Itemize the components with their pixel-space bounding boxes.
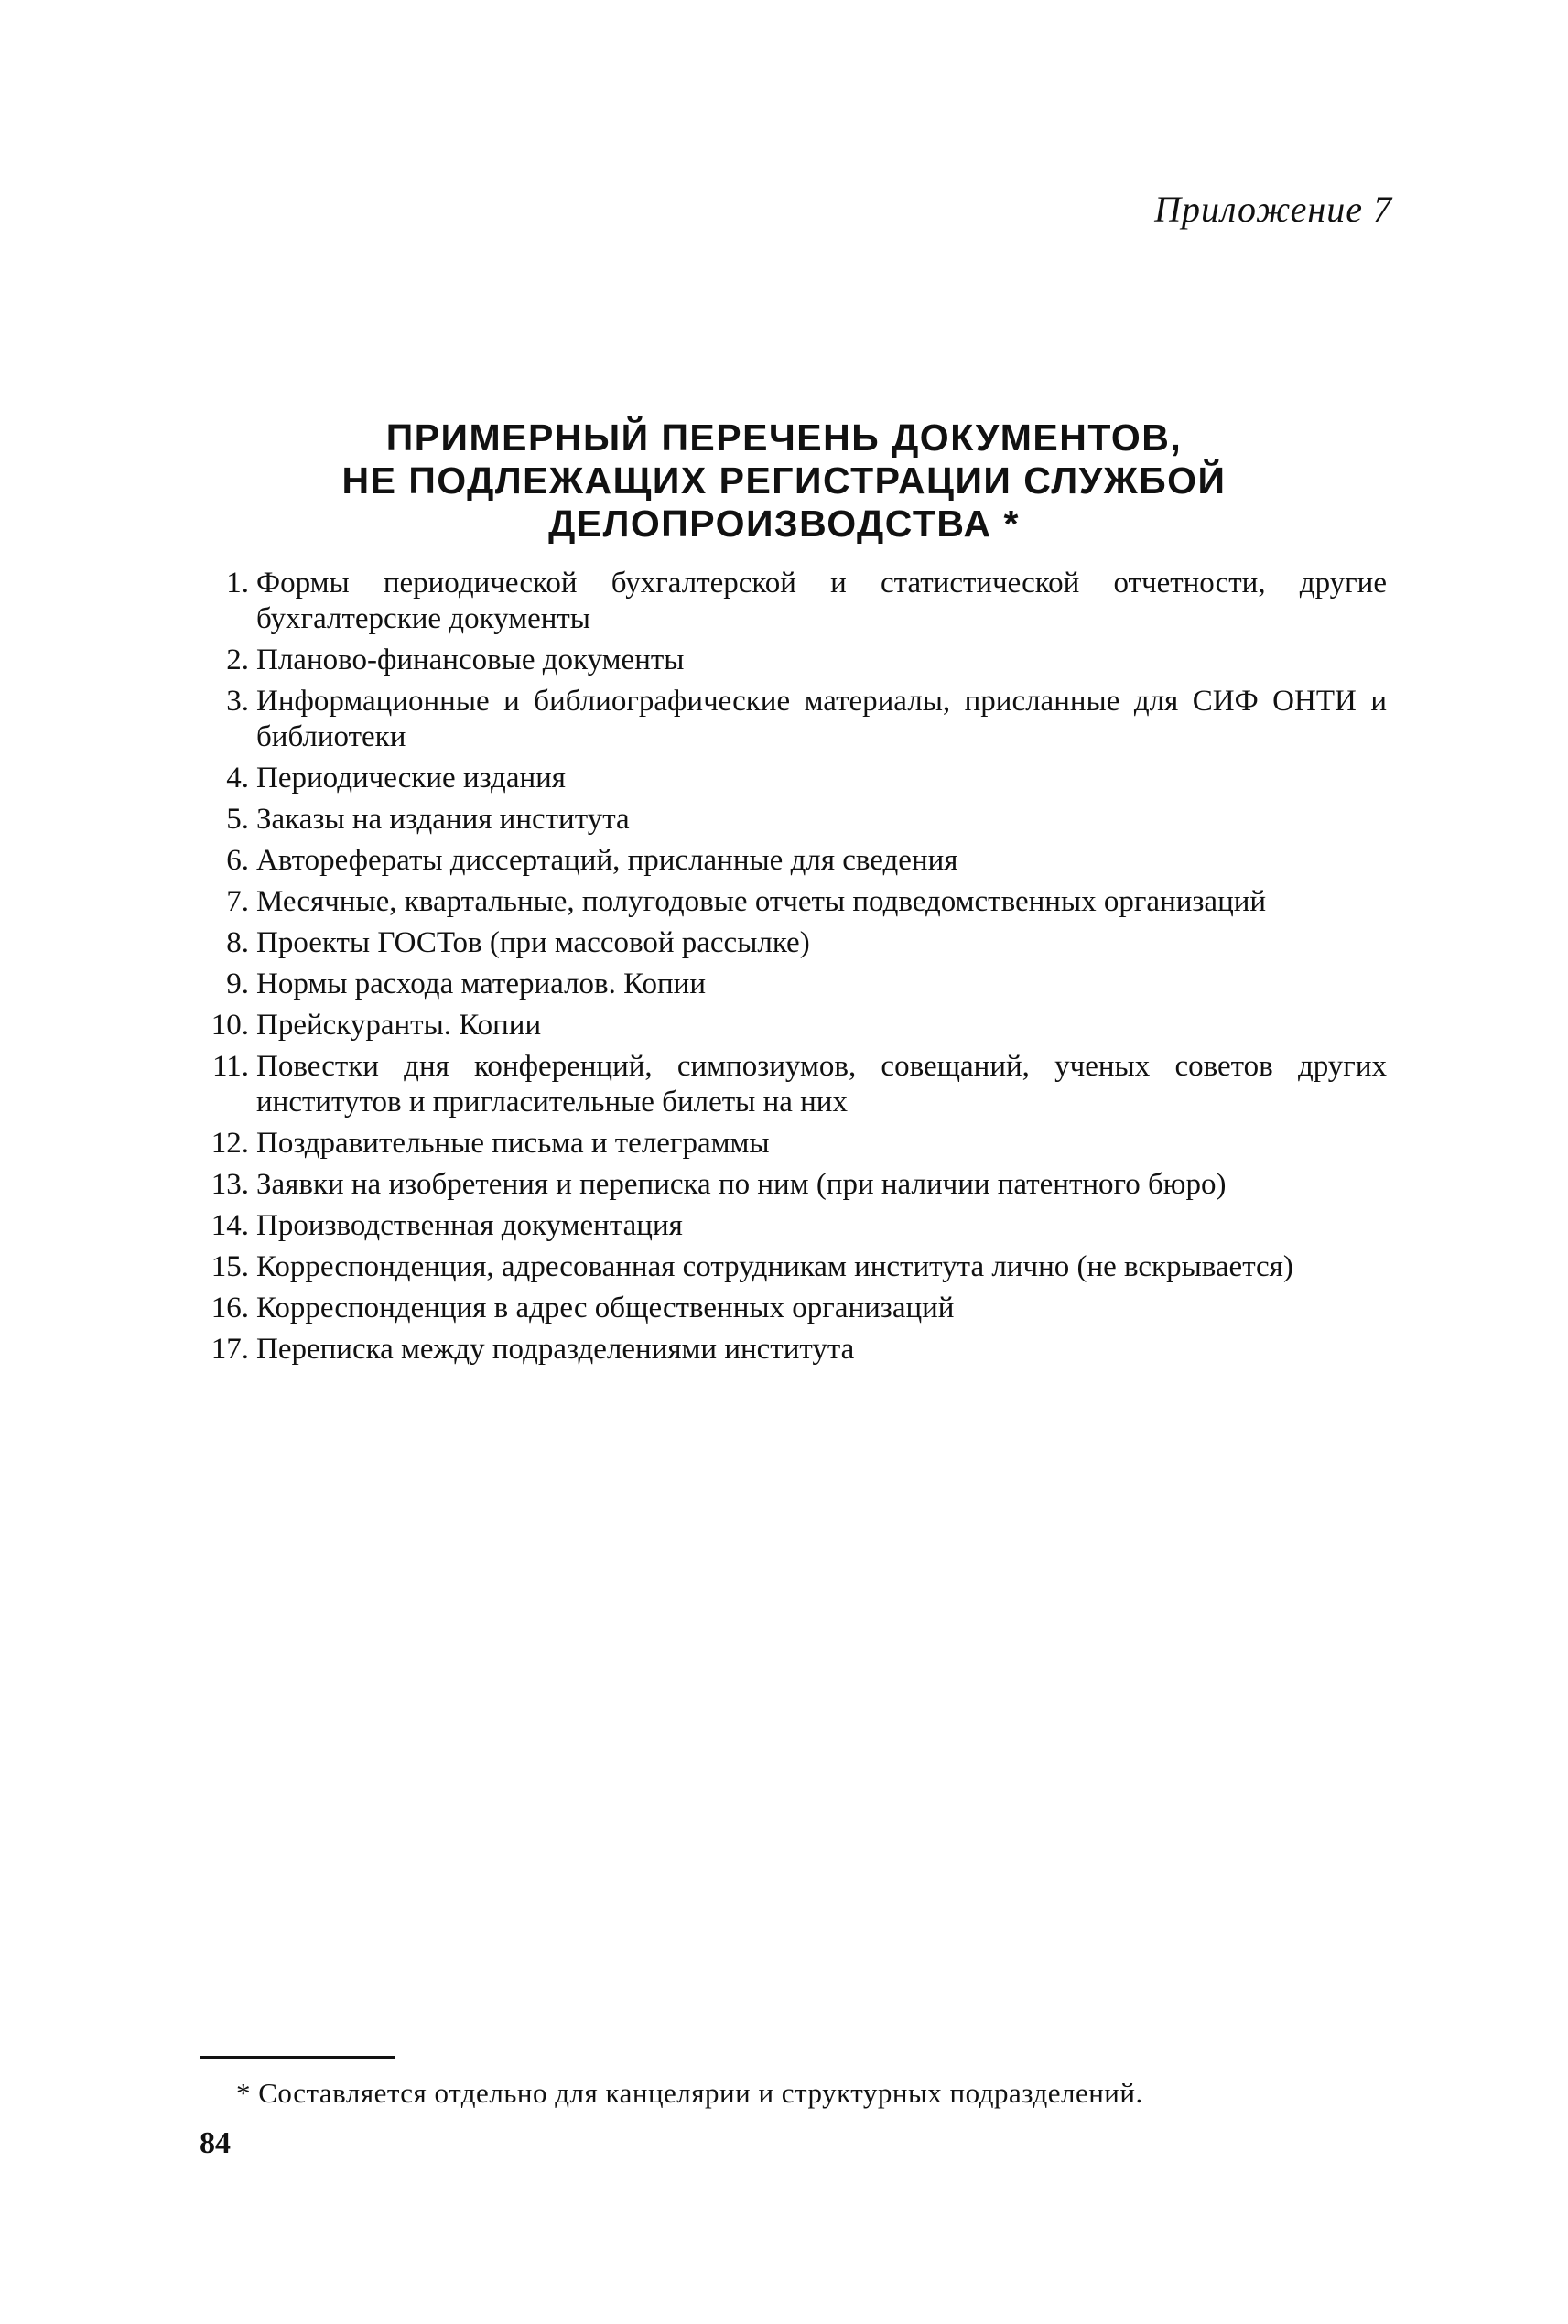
list-item xyxy=(197,566,1387,637)
title-line-1: ПРИМЕРНЫЙ ПЕРЕЧЕНЬ ДОКУМЕНТОВ, xyxy=(385,416,1183,459)
list-item xyxy=(197,761,1387,796)
list-item-number: 2. xyxy=(226,643,249,676)
document-list xyxy=(197,566,1387,1373)
list-item-text: Периодические издания xyxy=(256,762,566,794)
list-item-text: Заказы на издания института xyxy=(256,803,630,836)
list-item-number: 5. xyxy=(226,803,249,836)
list-item xyxy=(197,1332,1387,1367)
list-item xyxy=(197,684,1387,755)
list-item xyxy=(197,925,1387,961)
list-item-number: 13. xyxy=(211,1168,249,1201)
page-number: 84 xyxy=(200,2126,231,2160)
list-item-number: 3. xyxy=(226,685,249,718)
list-item-text: Месячные, квартальные, полугодовые отчеты подведомственных организаций xyxy=(256,885,1267,918)
list-item xyxy=(197,802,1387,838)
list-item-text: Планово-финансовые документы xyxy=(256,643,685,676)
list-item-number: 15. xyxy=(211,1250,249,1283)
list-item xyxy=(197,884,1387,920)
list-item-text: Нормы расхода материалов. Копии xyxy=(256,967,706,1000)
list-item-number: 16. xyxy=(211,1292,249,1324)
list-item xyxy=(197,1291,1387,1326)
list-item-number: 17. xyxy=(211,1333,249,1366)
list-item xyxy=(197,1049,1387,1120)
list-item-number: 10. xyxy=(211,1009,249,1042)
title-line-3: ДЕЛОПРОИЗВОДСТВА * xyxy=(548,503,1020,545)
list-item-text: Авторефераты диссертаций, присланные для сведения xyxy=(256,844,958,877)
list-item-text: Повестки дня конференций, симпозиумов, совещаний, ученых советов других институтов и пригласительные билеты на них xyxy=(256,1050,1387,1119)
list-item-number: 7. xyxy=(226,885,249,918)
footnote-divider xyxy=(200,2056,395,2059)
list-item-text: Информационные и библиографические материалы, присланные для СИФ ОНТИ и библиотеки xyxy=(256,685,1387,753)
list-item xyxy=(197,1126,1387,1162)
list-item xyxy=(197,843,1387,879)
page-title xyxy=(0,416,1568,546)
list-item-text: Производственная документация xyxy=(256,1209,683,1242)
list-item xyxy=(197,1167,1387,1203)
list-item-text: Корреспонденция, адресованная сотрудникам института лично (не вскрывается) xyxy=(256,1250,1293,1283)
list-item-text: Заявки на изобретения и переписка по ним (при наличии патентного бюро) xyxy=(256,1168,1227,1201)
appendix-label: Приложение 7 xyxy=(1154,189,1392,230)
list-item xyxy=(197,1249,1387,1285)
list-item-number: 12. xyxy=(211,1127,249,1160)
footnote: * Составляется отдельно для канцелярии и структурных подразделений. xyxy=(236,2077,1143,2109)
list-item-number: 6. xyxy=(226,844,249,877)
list-item-text: Корреспонденция в адрес общественных организаций xyxy=(256,1292,955,1324)
list-item-text: Проекты ГОСТов (при массовой рассылке) xyxy=(256,926,810,959)
title-line-2: НЕ ПОДЛЕЖАЩИХ РЕГИСТРАЦИИ СЛУЖБОЙ xyxy=(341,459,1227,502)
list-item-number: 14. xyxy=(211,1209,249,1242)
list-item-text: Переписка между подразделениями института xyxy=(256,1333,855,1366)
list-item-number: 4. xyxy=(226,762,249,794)
list-item-text: Формы периодической бухгалтерской и статистической отчетности, другие бухгалтерские документы xyxy=(256,567,1387,635)
list-item xyxy=(197,1208,1387,1244)
list-item-number: 8. xyxy=(226,926,249,959)
list-item-text: Прейскуранты. Копии xyxy=(256,1009,542,1042)
list-item-number: 11. xyxy=(211,1050,249,1083)
list-item-number: 1. xyxy=(226,567,249,600)
list-item xyxy=(197,967,1387,1002)
list-item-text: Поздравительные письма и телеграммы xyxy=(256,1127,770,1160)
list-item xyxy=(197,643,1387,678)
list-item xyxy=(197,1008,1387,1043)
list-item-number: 9. xyxy=(226,967,249,1000)
